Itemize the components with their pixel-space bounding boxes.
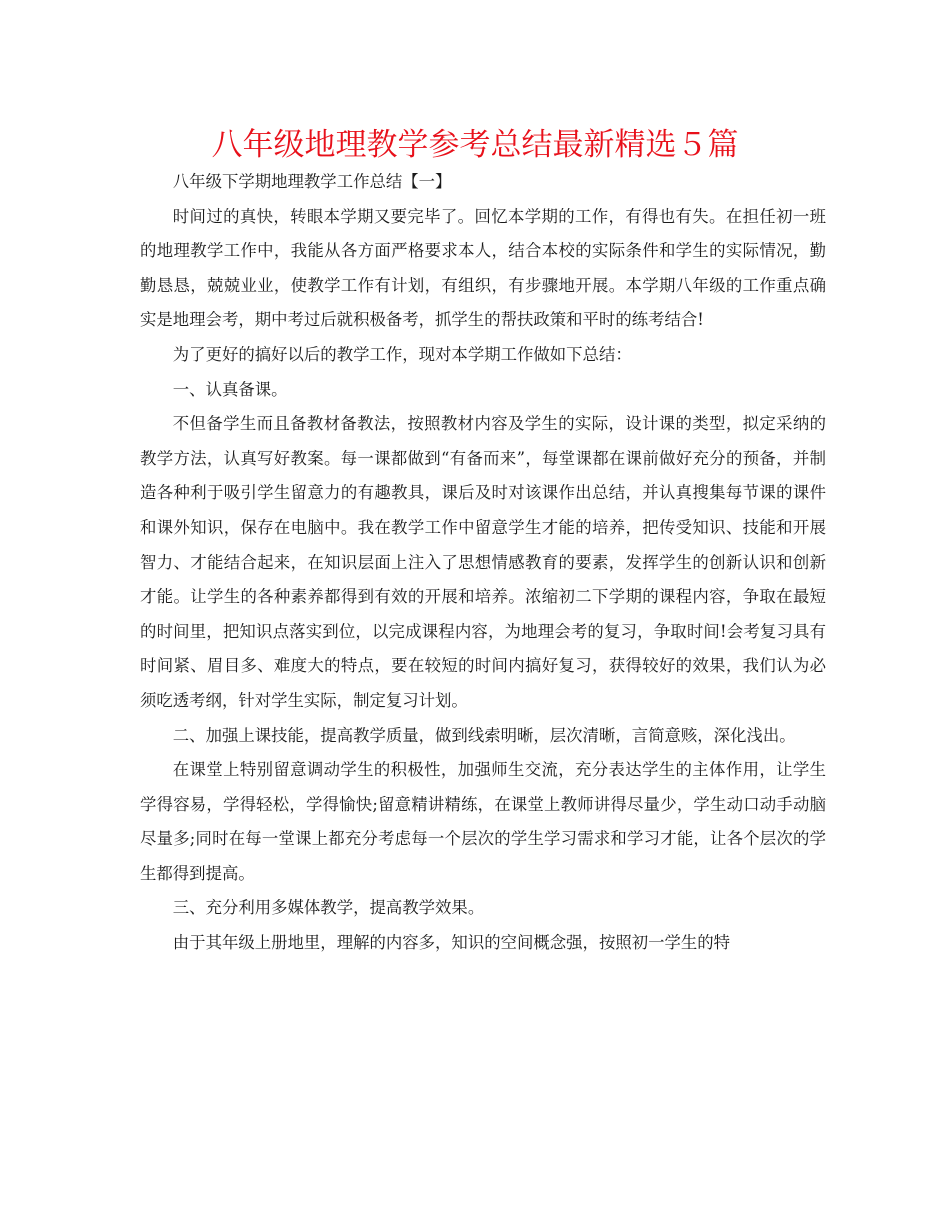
document-body	[140, 165, 826, 961]
heading-point-3: 三、充分利用多媒体教学，提高教学效果。	[172, 898, 485, 918]
heading-point-2: 二、加强上课技能，提高教学质量，做到线索明晰，层次清晰，言简意赅，深化浅出。	[172, 725, 796, 745]
paragraph-point-2: 在课堂上特别留意调动学生的积极性，加强师生交流，充分表达学生的主体作用，让学生学得容易，学得轻松，学得愉快;留意精讲精练，在课堂上教师讲得尽量少，学生动口动手动脑尽量多;同时在每一堂课上都充分考虑每一个层次的学生学习需求和学习才能，让各个层次的学生都得到提高。	[140, 760, 826, 883]
document-title: 八年级地理教学参考总结最新精选５篇	[211, 127, 739, 163]
paragraph-point-1: 不但备学生而且备教材备教法，按照教材内容及学生的实际，设计课的类型，拟定采纳的教学方法，认真写好教案。每一课都做到“有备而来”，每堂课都在课前做好充分的预备，并制造各种利于吸引学生留意力的有趣教具，课后及时对该课作出总结，并认真搜集每节课的课件和课外知识，保存在电脑中。我在教学工作中留意学生才能的培养，把传受知识、技能和开展智力、才能结合起来，在知识层面上注入了思想情感教育的要素，发挥学生的创新认识和创新才能。让学生的各种素养都得到有效的开展和培养。浓缩初二下学期的课程内容，争取在最短的时间里，把知识点落实到位，以完成课程内容，为地理会考的复习，争取时间!会考复习具有时间紧、眉目多、难度大的特点，要在较短的时间内搞好复习，获得较好的效果，我们认为必须吃透考纲，针对学生实际，制定复习计划。	[140, 414, 826, 710]
heading-point-1: 一、认真备课。	[172, 379, 288, 399]
paragraph-point-3: 由于其年级上册地里，理解的内容多，知识的空间概念强，按照初一学生的特	[172, 933, 731, 953]
section-heading-1: 八年级下学期地理教学工作总结【一】	[172, 172, 452, 191]
paragraph-intro: 时间过的真快，转眼本学期又要完毕了。回忆本学期的工作，有得也有失。在担任初一班的地理教学工作中，我能从各方面严格要求本人，结合本校的实际条件和学生的实际情况，勤勤恳恳，兢兢业业，使教学工作有计划，有组织，有步骤地开展。本学期八年级的工作重点确实是地理会考，期中考过后就积极备考，抓学生的帮扶政策和平时的练考结合!	[140, 206, 826, 330]
paragraph-summary-lead: 为了更好的搞好以后的教学工作，现对本学期工作做如下总结：	[172, 344, 632, 364]
